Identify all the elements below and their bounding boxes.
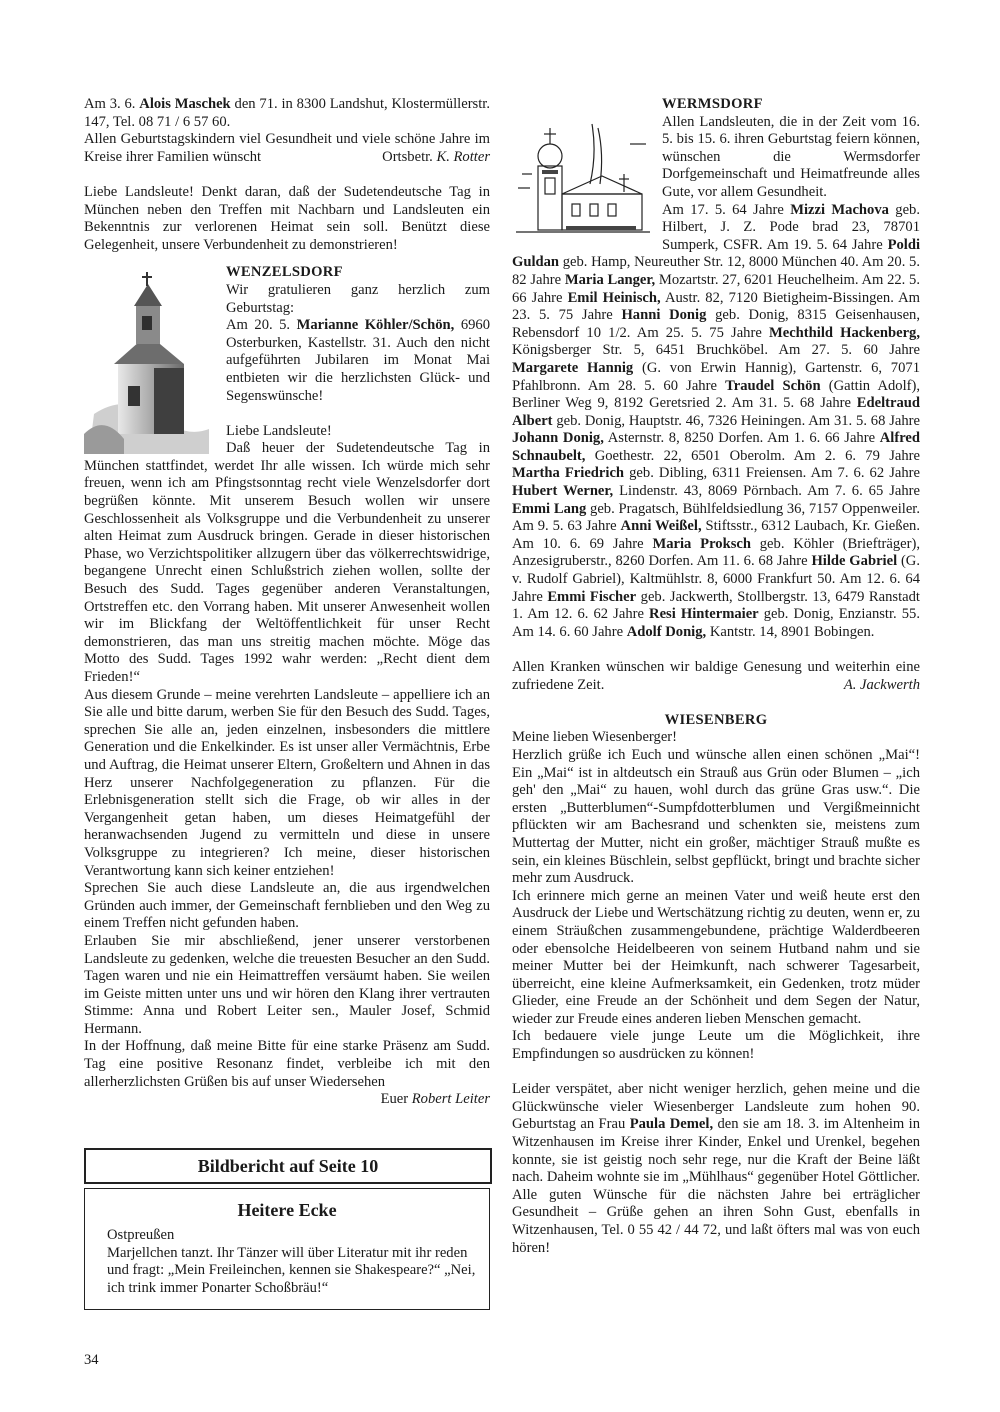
- birthday-details: Am 17. 5. 64 Jahre: [662, 201, 791, 218]
- paragraph-appell: Aus diesem Grunde – meine verehrten Landsleute – appelliere ich an Sie alle und bitte darum, werben Sie für den Besuch des Sudd. Tages, sprechen Sie alle an, jeden einzelnen, insbesonders die mittlere Generation und die Enkelkinder. Es ist unser aller Vermächtnis, Erbe und Auftrag, die Heimat unserer Eltern, Großeltern und Ahnen in das Herz unserer Nachfolgegeneration zu pflanzen. Für die Erlebnisgeneration stellt sich die Frage, ob wir alles in der Vergangenheit getan haben, um dieses Heimatgefühl der heranwachsenden Jugend zu vermitteln und diese in unsere Volksgruppe zu integrieren? Ich meine, dieser historischen Verantwortung kann sich keiner entziehen!: [84, 686, 490, 879]
- birthday-details: Goethestr. 22, 6501 Oberolm. Am 2. 6. 79 Jahre: [585, 447, 920, 464]
- chapel-photo-wenzelsdorf: [84, 264, 214, 454]
- birthday-details: geb. Donig, 8315 Geisenhausen, Rebensdorf 10 1/2. Am 25. 5. 75 Jahre: [512, 307, 921, 341]
- birthday-name: Traudel Schön: [725, 377, 821, 394]
- paragraph-sudd-tag-muenchen: Daß heuer der Sudetendeutsche Tag in München stattfindet, werdet Ihr alle wissen. Ich würde mich sehr freuen, wenn ich am Pfingstsonntag recht viele Wenzelsdorfer dort begrüßen könnte. Mit unserem Besuch wollen wir unsere Geschlossenheit als Volksgruppe und die Verbundenheit zu unserer alten Heimat zum Ausdruck bringen. Gerade in dieser historischen Phase, wo Verzichtspolitiker allzugern über das völkerrechtswidrige, begangene Unrecht einen Schlußstrich ziehen wollen, sollte der Besuch des Sudd. Tages gegenüber anderen Veranstaltungen, Ortstreffen etc. den Vorrang haben. Mit unserer Anwesenheit wollen wir im Blickfang der Weltöffentlichkeit für unser Recht demonstrieren, das man uns streitig machen möchte. Möge das Motto des Sudd. Tages 1992 wahr werden: „Recht dient dem Frieden!“: [84, 440, 490, 685]
- birthday-name: Maria Proksch: [652, 535, 751, 552]
- paragraph-mai: Herzlich grüße ich Euch und wünsche allen einen schönen „Mai“! Ein „Mai“ ist in altdeutsch ein Strauß aus Grün oder Blumen – „ich geh' den „Mai“ zu hauen, wohl durch das grüne Gras usw.“. Die ersten „Butterblumen“-Sumpfdotterblumen und Vergißmeinnicht pflückten wir am Bachesrand und schenkten sie, meistens zum Muttertag der Mutter, nicht ein großer, mächtiger Strauß mußte es sein, ein kleines Büschlein, selbst gepflückt, bringt und brachte sicher mehr zum Ausdruck.: [512, 746, 920, 887]
- paragraph-kranke: Allen Kranken wünschen wir baldige Genesung und weiterhin eine zufriedene Zeit.: [512, 659, 920, 693]
- paragraph-paula-demel: Leider verspätet, aber nicht weniger herzlich, gehen meine und die Glückwünsche vieler Wiesenberger Landsleute zum hohen 90. Geburtstag an Frau Paula Demel, den sie am 18. 3. im Altenheim in Witzenhausen im Kreise ihrer Kinder, Enkel und Urenkel, begehen konnte, sie ist geistig noch sehr rege, nur die Kraft der Beine läßt nach. Daheim wohnte sie im „Mühlhaus“ gegenüber Hotel Göttlicher. Alle guten Wünsche für die nächsten Jahre bei erträglicher Gesundheit – Grüße gehen an ihren Sohn Gust, ebenfalls in Witzenhausen, Tel. 0 55 42 / 44 72, und laßt öfters mal was von euch hören!: [512, 1081, 920, 1256]
- paragraph-hoffnung: In der Hoffnung, daß meine Bitte für eine starke Präsenz am Sudd. Tag eine positive Resonanz findet, verbleibe ich mit den allerherzlichsten Grüßen bis auf unser Wiedersehen: [84, 1038, 490, 1090]
- birthday-name: Emil Heinisch,: [567, 289, 661, 306]
- heitere-ecke-joke: Marjellchen tanzt. Ihr Tänzer will über Literatur mit ihr reden und fragt: „Mein Freileinchen, kennen sie Shakespeare?“ „Nei, ich trink immer Ponarter Schoßbräu!“: [107, 1244, 476, 1296]
- paragraph-wiesenberg-anrede: Meine lieben Wiesenberger!: [512, 729, 678, 746]
- birthday-name: Johann Donig,: [512, 430, 604, 447]
- birthday-name: Resi Hintermaier: [649, 606, 759, 623]
- birthday-name: Maria Langer,: [564, 271, 656, 288]
- heading-wenzelsdorf: WENZELSDORF: [226, 264, 343, 281]
- paragraph-wermsdorf-geburtstage: [512, 202, 920, 642]
- birthday-details: geb. Donig, Hauptstr. 46, 7326 Heiningen. Am 31. 5. 68 Jahre: [552, 412, 920, 429]
- bildbericht-text: Bildbericht auf Seite 10: [197, 1156, 379, 1176]
- bildbericht-box: [84, 1148, 492, 1184]
- paragraph-maschek: Am 3. 6. Alois Maschek den 71. in 8300 Landshut, Klostermüllerstr. 147, Tel. 08 71 / 6 57 60.: [84, 96, 490, 130]
- name-alois-maschek: Alois Maschek: [139, 96, 231, 112]
- birthday-details: (G. von Erwin Hannig), Gartenstr. 6, 7071 Pfahlbronn. Am 28. 5. 60 Jahre: [512, 359, 920, 394]
- birthday-name: Emmi Fischer: [547, 588, 637, 605]
- heading-wermsdorf: WERMSDORF: [662, 96, 763, 112]
- birthday-details: Mozartstr. 27, 6201 Heuchelheim. Am 22. 5. 66 Jahre: [512, 271, 920, 306]
- birthday-name: Alfred Schnaubelt,: [512, 430, 921, 464]
- page-number: 34: [84, 1352, 99, 1368]
- church-drawing-wermsdorf: [512, 114, 654, 246]
- name-paula-demel: Paula Demel,: [629, 1116, 714, 1133]
- birthday-details: (G. v. Rudolf Gabriel), Kaltmühlstr. 8, 6000 Frankfurt 50. Am 12. 6. 64 Jahre: [512, 553, 920, 605]
- birthday-name: Poldi Guldan: [512, 236, 920, 271]
- birthday-name: Edeltraud Albert: [512, 395, 920, 429]
- heading-wiesenberg: WIESENBERG: [664, 711, 768, 728]
- birthday-name: Hubert Werner,: [512, 483, 614, 500]
- paragraph-koehler-schoen: Am 20. 5. Marianne Köhler/Schön, 6960 Osterburken, Kastellstr. 31. Auch den nicht aufgeführten Jubilaren im Monat Mai entbieten wir die herzlichsten Glück- und Segenswünsche!: [226, 317, 491, 404]
- birthday-details: Königsberger Str. 5, 6451 Bruchköbel. Am 27. 5. 60 Jahre: [512, 342, 920, 359]
- birthday-details: geb. Hilbert, J. Z. Pode brad 23, 78701 Sumperk, CSFR. Am 19. 5. 64 Jahre: [662, 201, 920, 253]
- signature-leiter: Euer Robert Leiter: [380, 1091, 490, 1108]
- signature-rotter: Ortsbetr. K. Rotter: [382, 148, 490, 165]
- heitere-ecke-region: Ostpreußen: [107, 1227, 175, 1243]
- birthday-name: Martha Friedrich: [512, 465, 625, 482]
- birthday-details: Lindenstr. 43, 8069 Pörnbach. Am 7. 6. 65 Jahre: [613, 483, 920, 500]
- chapel-illustration: [84, 264, 214, 454]
- paragraph-wenzelsdorf-gratulation: Wir gratulieren ganz herzlich zum Geburtstag:: [226, 281, 490, 316]
- birthday-name: Margarete Hannig: [512, 359, 634, 376]
- right-column: [512, 96, 920, 1257]
- birthday-name: Hilde Gabriel: [811, 553, 898, 570]
- paragraph-greeting: Allen Geburtstagskindern viel Gesundheit und viele schöne Jahre im Kreise ihrer Familien wünscht Ortsbetr. K. Rotter: [84, 131, 490, 165]
- birthday-details: geb. Donig, Enzianstr. 55. Am 14. 6. 60 Jahre: [512, 606, 920, 640]
- church-illustration: [512, 114, 654, 246]
- paragraph-landsleute-ansprechen: Sprechen Sie auch diese Landsleute an, die aus irgendwelchen Gründen auch immer, der Gemeinschaft fernblieben und den Weg zu einem Treffen nicht gefunden haben.: [84, 880, 490, 932]
- birthday-details: Kantstr. 14, 8901 Bobingen.: [706, 623, 875, 640]
- name-marianne-koehler: Marianne Köhler/Schön,: [296, 317, 455, 334]
- paragraph-bedauern: Ich bedauere viele junge Leute um die Möglichkeit, ihre Empfindungen so ausdrücken zu können!: [512, 1028, 920, 1063]
- birthday-details: geb. Hamp, Neureuther Str. 12, 8000 München 40. Am 20. 5. 82 Jahre: [512, 254, 920, 288]
- paragraph-gedenken: Erlauben Sie mir abschließend, jener unserer verstorbenen Landsleute zu gedenken, welche die treuesten Besucher an den Sudd. Tagen waren und nie ein Heimattreffen versäumt haben. Sie weilen im Geiste mitten unter uns und wir hören den Klang ihrer vertrauten Stimme: Anna und Robert Leiter sen., Mauler Josef, Schmid Hermann.: [84, 932, 490, 1037]
- birthday-details: geb. Jackwerth, Stollbergstr. 13, 6479 Ranstadt 1. Am 12. 6. 62 Jahre: [512, 588, 920, 623]
- birthday-details: Stiftsstr., 6312 Laubach, Kr. Gießen. Am 10. 6. 69 Jahre: [512, 518, 920, 552]
- birthday-name: Adolf Donig,: [626, 623, 707, 640]
- signature-jackwerth: A. Jackwerth: [843, 676, 920, 693]
- paragraph-liebe-landsleute: Liebe Landsleute!: [226, 422, 332, 439]
- birthday-details: Austr. 82, 7120 Bietigheim-Bissingen. Am 23. 5. 75 Jahre: [512, 289, 921, 324]
- paragraph-vater: Ich erinnere mich gerne an meinen Vater und weiß heute erst den Ausdruck der Liebe und Wertschätzung richtig zu deuten, wenn er, zu einem Sträußchen zusammengebundene, prächtige Walderdbeeren oder ebensolche Heidelbeeren von seinem Hutband nahm und sie meiner Mutter bei der Heimkunft, nach schwerer Tagesarbeit, überreicht, eine kleine Aufmerksamkeit, ein Gedenken, trotz müder Glieder, eine Freude an der Schönheit und dem Segen der Natur, wieder zur Freude eines anderen lieben Menschen gemacht.: [512, 887, 920, 1027]
- birthday-details: (Gattin Adolf), Berliner Weg 9, 8192 Geretsried 2. Am 31. 5. 68 Jahre: [512, 377, 920, 412]
- paragraph-sudetendeutscher-tag: Liebe Landsleute! Denkt daran, daß der Sudetendeutsche Tag in München neben den Treffen mit Nachbarn und Landsleuten ein Bekenntnis zur verlorenen Heimat sein soll. Benützt diese Gelegenheit, unsere Verbundenheit zu demonstrieren!: [84, 183, 490, 253]
- birthday-name: Mechthild Hackenberg,: [768, 324, 920, 341]
- birthday-details: geb. Köhler (Briefträger), Anzesigruberstr., 8260 Dorfen. Am 11. 6. 68 Jahre: [512, 535, 920, 570]
- birthday-details: Asternstr. 8, 8250 Dorfen. Am 1. 6. 66 Jahre: [603, 430, 880, 447]
- birthday-name: Emmi Lang: [512, 500, 587, 517]
- birthday-name: Mizzi Machova: [790, 201, 889, 218]
- heitere-ecke-title: Heitere Ecke: [237, 1200, 337, 1220]
- birthday-name: Hanni Donig: [621, 307, 707, 324]
- left-column: [84, 96, 490, 1109]
- birthday-name: Anni Weißel,: [620, 518, 702, 535]
- birthday-details: geb. Dibling, 6311 Freiensen. Am 7. 6. 62 Jahre: [624, 465, 920, 482]
- birthday-details: geb. Pragatsch, Bühlfeldsiedlung 36, 7157 Oppenweiler. Am 9. 5. 63 Jahre: [512, 500, 920, 535]
- paragraph-wermsdorf-intro: Allen Landsleuten, die in der Zeit vom 16. 5. bis 15. 6. ihren Geburtstag feiern können, wünschen die Wermsdorfer Dorfgemeinschaft und Heimatfreunde alles Gute, vor allem Gesundheit.: [662, 113, 920, 200]
- heitere-ecke-box: [84, 1188, 490, 1310]
